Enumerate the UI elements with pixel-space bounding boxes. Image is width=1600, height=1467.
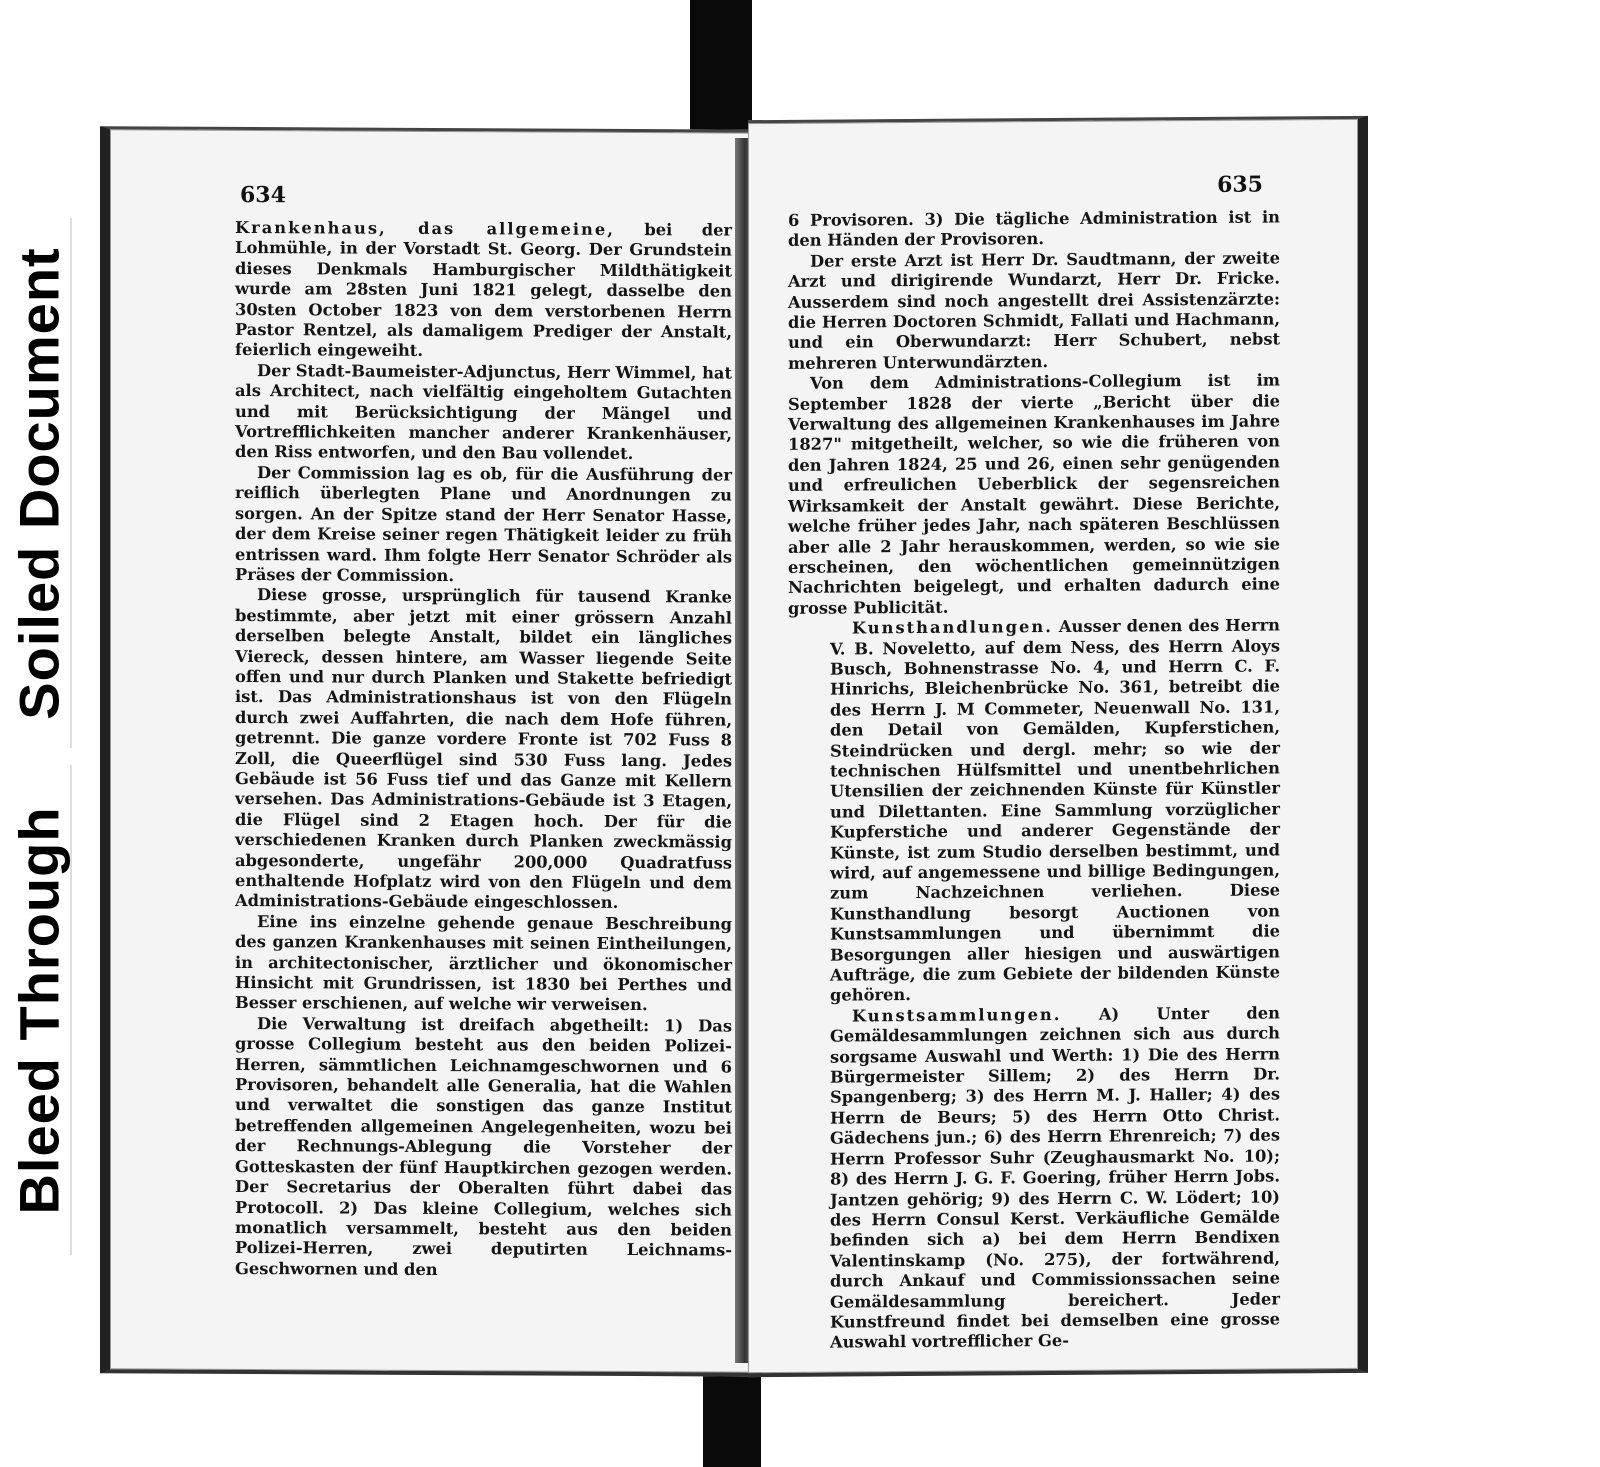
entry-kunstsammlungen: Kunstsammlungen. A) Unter den Gemäldesammlungen zeichnen sich aus durch sorgsame Auswahl und Werth: 1) Die des Herrn Bürgermeister Sillem; 2) des Herrn Dr. Spangenberg; 3) des Herrn M. J. Haller; 4) des Herrn de Beurs; 5) des Herrn Otto Christ. Gädechens jun.; 6) des Herrn Ehrenreich; 7) des Herrn Professor Suhr (Zeughausmarkt No. 10); 8) des Herrn J. G. F. Goering, früher Herrn Jobs. Jantzen gehörig; 9) des Herrn C. W. Lödert; 10) des Herrn Consul Kerst. Verkäufliche Gemälde befinden sich a) bei dem Herrn Bendixen Valentinskamp (No. 275), der fortwährend, durch Ankauf und Commissionssachen seine Gemäldesammlung bereichert. Jeder Kunstfreund findet bei demselben eine grosse Auswahl vortrefflicher Ge-: [830, 1003, 1281, 1352]
left-paragraph-4: Diese grosse, ursprünglich für tausend Kranke bestimmte, aber jetzt mit einer grössern Anzahl derselben belegte Anstalt, bildet ein längliches Viereck, dessen hintere, am Wasser liegende Seite offen und nur durch Planken und Stakette befriedigt ist. Das Administrationshaus ist von den Flügeln durch zwei Auffahrten, die nach dem Hofe führen, getrennt. Die ganze vordere Fronte ist 702 Fuss 8 Zoll, die Queerflügel sind 530 Fuss lang. Jedes Gebäude ist 56 Fuss tief und das Ganze mit Kellern versehen. Das Administrations-Gebäude ist 3 Etagen, die Flügel sind 2 Etagen hoch. Der für die verschiedenen Kranken durch Planken zweckmässig abgesonderte, ungefähr 200,000 Quadratfuss enthaltende Hofplatz wird von den Flügeln und dem Administrations-Gebäude eingeschlossen.: [235, 585, 732, 913]
left-page-text: [235, 218, 732, 1282]
left-paragraph-1: Krankenhaus, das allgemeine, bei der Lohmühle, in der Vorstadt St. Georg. Der Grundstein dieses Denkmals Hamburgischer Mildthätigkeit wurde am 28sten Juni 1821 gelegt, dasselbe den 30sten October 1823 von dem verstorbenen Herrn Pastor Rentzel, als damaligem Prediger der Anstalt, feierlich eingeweiht.: [235, 217, 733, 361]
soiled-document-label: [8, 218, 72, 748]
right-page-text: [788, 207, 1280, 1353]
left-paragraph-2: Der Stadt-Baumeister-Adjunctus, Herr Wimmel, hat als Architect, nach vielfältig eingeholtem Gutachten und mit Berücksichtigung der Mängel und Vortrefflichkeiten mancher anderer Krankenhäuser, den Riss entworfen, und den Bau vollendet.: [235, 360, 732, 464]
entry-heading-kunsthandlungen: Kunsthandlungen.: [852, 617, 1053, 638]
left-paragraph-5: Eine ins einzelne gehende genaue Beschreibung des ganzen Krankenhauses mit seinen Eintheilungen, in architectonischer, ärztlicher und ökonomischer Hinsicht mit Grundrissen, ist 1830 bei Perthes und Besser erschienen, auf welche wir verweisen.: [235, 911, 732, 1015]
right-page: [748, 116, 1368, 1377]
entry-heading-kunstsammlungen: Kunstsammlungen.: [852, 1004, 1062, 1026]
bleed-through-text: Bleed Through: [7, 805, 71, 1215]
right-page-number: 635: [1217, 171, 1263, 198]
entry-heading-krankenhaus: Krankenhaus, das allgemeine,: [235, 217, 615, 239]
right-paragraph-1: 6 Provisoren. 3) Die tägliche Administration ist in den Händen der Provisoren.: [788, 207, 1280, 251]
bleed-through-label: [8, 765, 72, 1255]
entry-kunsthandlungen: Kunsthandlungen. Ausser denen des Herrn V. B. Noveletto, auf dem Ness, des Herrn Aloys Busch, Bohnenstrasse No. 4, und Herrn C. F. Hinrichs, Bleichenbrücke No. 361, betreibt die des Herrn J. M Commeter, Neuenwall No. 131, den Detail von Gemälden, Kupferstichen, Steindrücken und dergl. mehr; so wie der technischen Hülfsmittel und unentbehrlichen Utensilien der zeichnenden Künste für Künstler und Dilettanten. Eine Sammlung vorzüglicher Kupferstiche und anderer Gegenstände der Künste, ist zum Studio derselben bestimmt, und wird, auf angemessene und billige Bedingungen, zum Nachzeichnen verliehen. Diese Kunsthandlung besorgt Auctionen von Kunstsammlungen und übernimmt die Besorgungen aller hiesigen und auswärtigen Aufträge, die zum Gebiete der bildenden Künste gehören.: [830, 615, 1280, 1006]
left-page: [100, 126, 770, 1377]
soiled-document-text: Soiled Document: [7, 246, 71, 720]
left-paragraph-6: Die Verwaltung ist dreifach abgetheilt: 1) Das grosse Collegium besteht aus den beiden Polizei-Herren, sämmtlichen Leichnamgeschwornen und 6 Provisoren, behandelt alle Generalia, hat die Wahlen und verwaltet die sonstigen das ganze Institut betreffenden allgemeinen Angelegenheiten, wozu bei der Rechnungs-Ablegung die Vorsteher der Gotteskasten der fünf Hauptkirchen gezogen werden. Der Secretarius der Oberalten führt dabei das Protocoll. 2) Das kleine Collegium, welches sich monatlich versammelt, besteht aus den beiden Polizei-Herren, zwei deputirten Leichnams-Geschwornen und den: [235, 1013, 732, 1279]
left-page-number: 634: [240, 181, 286, 209]
right-paragraph-3: Von dem Administrations-Collegium ist im September 1828 der vierte „Bericht über die Verwaltung des allgemeinen Krankenhauses im Jahre 1827" mitgetheilt, welcher, so wie die früheren von den Jahren 1824, 25 und 26, einen sehr genügenden und erfreulichen Ueberblick der segensreichen Wirksamkeit der Anstalt gewährt. Diese Berichte, welche früher jedes Jahr, nach späteren Beschlüssen aber alle 2 Jahr herauskommen, werden, so wie sie erscheinen, den wöchentlichen gemeinnützigen Nachrichten beigelegt, und erhalten dadurch eine grosse Publicität.: [788, 370, 1280, 618]
binding-strip-top: [690, 0, 752, 140]
right-paragraph-2: Der erste Arzt ist Herr Dr. Saudtmann, der zweite Arzt und dirigirende Wundarzt, Herr Dr. Fricke. Ausserdem sind noch angestellt drei Assistenzärzte: die Herren Doctoren Schmidt, Fallati und Hachmann, und ein Oberwundarzt: Herr Schubert, nebst mehreren Unterwundärzten.: [788, 248, 1280, 373]
left-paragraph-3: Der Commission lag es ob, für die Ausführung der reiflich überlegten Plane und Anordnungen zu sorgen. An der Spitze stand der Herr Senator Hasse, der dem Kreise seiner regen Thätigkeit leider zu früh entrissen ward. Ihm folgte Herr Senator Schröder als Präses der Commission.: [235, 462, 732, 586]
